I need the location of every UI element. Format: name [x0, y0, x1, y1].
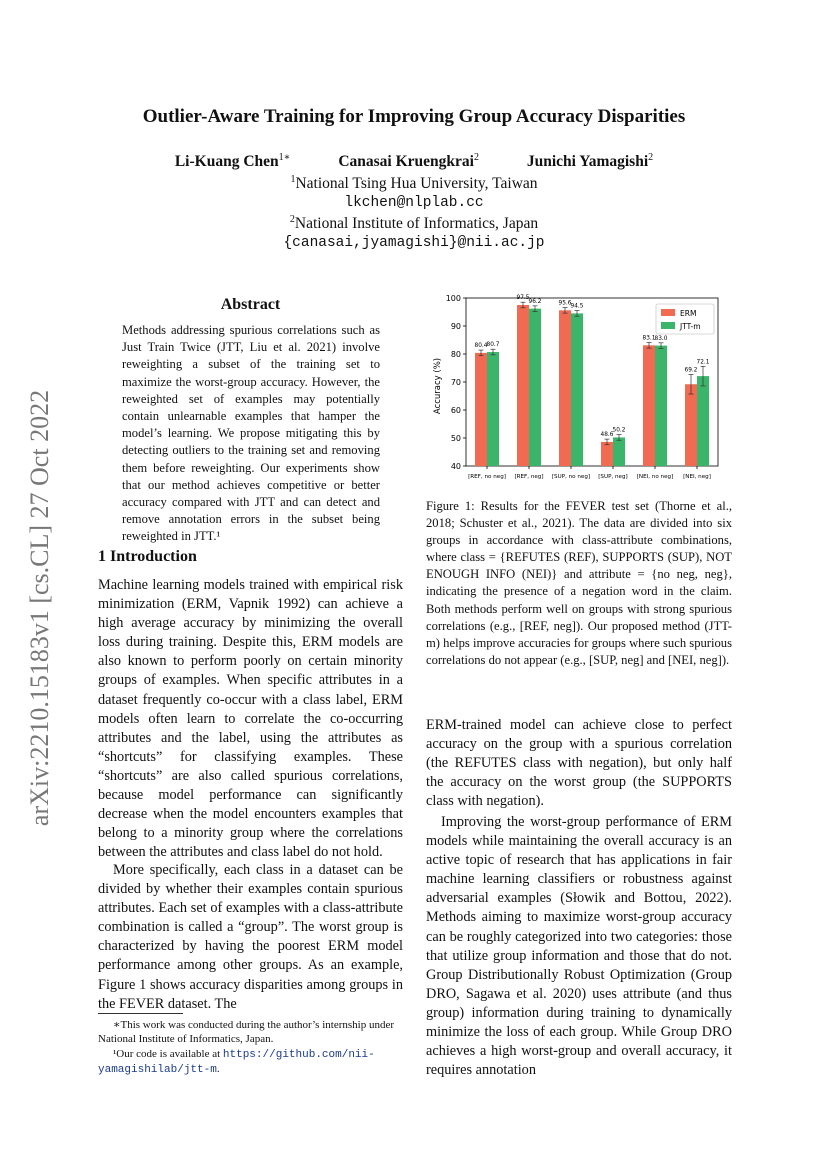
bar-erm — [601, 442, 613, 466]
y-tick-label: 60 — [450, 406, 461, 415]
bar-jtt-m — [697, 376, 709, 466]
affiliation: $^2$National Institute of Informatics, Japan — [289, 214, 539, 233]
y-tick-label: 70 — [450, 378, 461, 387]
arxiv-sidebar — [18, 368, 62, 848]
affiliation: $^1$National Tsing Hua University, Taiwan — [290, 174, 538, 193]
data-label: 50.2 — [612, 427, 626, 434]
footnote-1: ∗This work was conducted during the author’s internship under National Institute of Informatics, Japan. — [98, 1019, 394, 1045]
y-tick-label: 90 — [450, 322, 461, 331]
data-label: 80.4 — [474, 343, 488, 350]
data-label: 72.1 — [696, 359, 710, 366]
intro-paragraph-2: More specifically, each class in a dataset can be divided by whether their examples contain spurious attributes. Each set of examples with a class-attribute combination is called a “group”. The worst group is characterized by having the poorest ERM model performance among other groups. As an example, Figure 1 shows accuracy disparities among groups in the FEVER dataset. The — [98, 862, 403, 1012]
bar-jtt-m — [613, 437, 625, 466]
data-label: 80.7 — [486, 342, 500, 349]
y-tick-label: 40 — [450, 462, 461, 471]
author: Li-Kuang Chen$^{1∗}$ — [174, 152, 291, 171]
arxiv-identifier: arXiv:2210.15183v1 [cs.CL] 27 Oct 2022 — [25, 389, 54, 827]
body-paragraph: ERM-trained model can achieve close to perfect accuracy on the group with a spurious correlation (the REFUTES class with negation), but only half the accuracy on the worst group (the SUPPORTS class with negation). — [426, 717, 732, 810]
author-list — [0, 152, 828, 171]
x-tick-label: [REF, no neg] — [468, 474, 506, 480]
data-label: 96.2 — [528, 298, 542, 305]
legend-label: ERM — [680, 309, 697, 318]
x-tick-label: [NEI, neg] — [683, 474, 711, 480]
y-tick-label: 50 — [450, 434, 461, 443]
data-label: 69.2 — [684, 367, 698, 374]
legend-label: JTT-m — [680, 322, 701, 331]
data-label: 83.1 — [642, 335, 656, 342]
author: Junichi Yamagishi$^2$ — [526, 152, 654, 171]
author-email: {canasai,jyamagishi}@nii.ac.jp — [283, 235, 545, 251]
data-label: 48.6 — [600, 432, 614, 439]
legend-swatch — [661, 322, 675, 329]
data-label: 95.6 — [558, 300, 572, 307]
bar-erm — [475, 353, 487, 466]
body-paragraph: Improving the worst-group performance of ERM models while maintaining the overall accuracy is an active topic of research that has applications in fair machine learning classifiers or robustness against adversarial examples (Słowik and Bottou, 2022). Methods aiming to maximize worst-group accuracy can be roughly categorized into two categories: those that utilize group information and those that do not. Group Distributionally Robust Optimization (Group DRO, Sagawa et al. 2020) uses attribute (and thus group) information during training to dynamically minimize the loss of each group. While Group DRO achieves a high worst-group and overall accuracy, it requires annotation — [426, 814, 732, 1079]
y-tick-label: 80 — [450, 350, 461, 359]
y-axis-label: Accuracy (%) — [433, 357, 443, 415]
bar-jtt-m — [655, 346, 667, 466]
bar-jtt-m — [571, 313, 583, 466]
x-tick-label: [SUP, neg] — [598, 474, 628, 480]
abstract-heading: Abstract — [220, 296, 281, 313]
data-label: 94.5 — [570, 303, 584, 310]
figure-1-bar-chart — [424, 292, 736, 486]
bar-erm — [643, 345, 655, 466]
bar-erm — [685, 384, 697, 466]
x-tick-label: [NEI, no neg] — [636, 474, 674, 480]
author: Canasai Kruengkrai$^2$ — [338, 152, 479, 171]
bar-jtt-m — [529, 309, 541, 466]
legend-swatch — [661, 309, 675, 316]
bar-erm — [559, 310, 571, 466]
section-heading: 1 Introduction — [98, 548, 197, 565]
bar-jtt-m — [487, 352, 499, 466]
x-tick-label: [REF, neg] — [514, 474, 544, 480]
paper-title: Outlier-Aware Training for Improving Group Accuracy Disparities — [142, 106, 686, 127]
intro-paragraph-1: Machine learning models trained with empirical risk minimization (ERM, Vapnik 1992) can achieve a high average accuracy by minimizing the overall loss during training. Despite this, ERM models are also known to perform poorly on certain minority groups of examples. When specific attributes in a dataset frequently co-occur with a class label, ERM models often learn to correlate the co-occurring attributes and the label, using the attributes as “shortcuts” for classifying examples. These “shortcuts” are also called spurious correlations, because model performance can significantly decrease when the model encounters examples that belong to a minority group where the correlations between the attributes and class label do not hold. — [98, 577, 403, 861]
y-tick-label: 100 — [445, 294, 461, 303]
data-label: 83.0 — [654, 335, 668, 342]
figure-1-caption: Figure 1: Results for the FEVER test set (Thorne et al., 2018; Schuster et al., 2021). The data are divided into six groups in accordance with class-attribute combinations, where class = {REFUTES (REF), SUPPORTS (SUP), NOT ENOUGH INFO (NEI)} and attribute = {no neg, neg}, indicating the presence of a negation word in the claim. Both methods perform well on groups with strong spurious correlations (e.g., [REF, neg]). Our proposed method (JTT-m) helps improve accuracies for groups where such spurious correlations do not appear (e.g., [SUP, neg] and [NEI, neg]). — [426, 499, 732, 667]
abstract-text: Methods addressing spurious correlations such as Just Train Twice (JTT, Liu et al. 2021) involve reweighting a subset of the training set to maximize the worst-group accuracy. However, the reweighted set of examples may potentially contain unlearnable examples that hamper the model’s learning. We propose mitigating this by detecting outliers to the training set and removing them before reweighting. Our experiments show that our method achieves competitive or better accuracy compared with JTT and can detect and remove annotation errors in the subset being reweighted in JTT.¹ — [122, 323, 380, 544]
footnote-2: ¹Our code is available at https://github.com/nii-yamagishilab/jtt-m. — [98, 1048, 375, 1076]
author-email: lkchen@nlplab.cc — [344, 195, 484, 211]
bar-erm — [517, 305, 529, 466]
code-link[interactable]: https://github.com/nii-yamagishilab/jtt-m — [98, 1049, 375, 1076]
footnote-rule — [98, 1013, 183, 1014]
x-tick-label: [SUP, no neg] — [551, 474, 591, 480]
data-label: 97.5 — [516, 295, 530, 302]
